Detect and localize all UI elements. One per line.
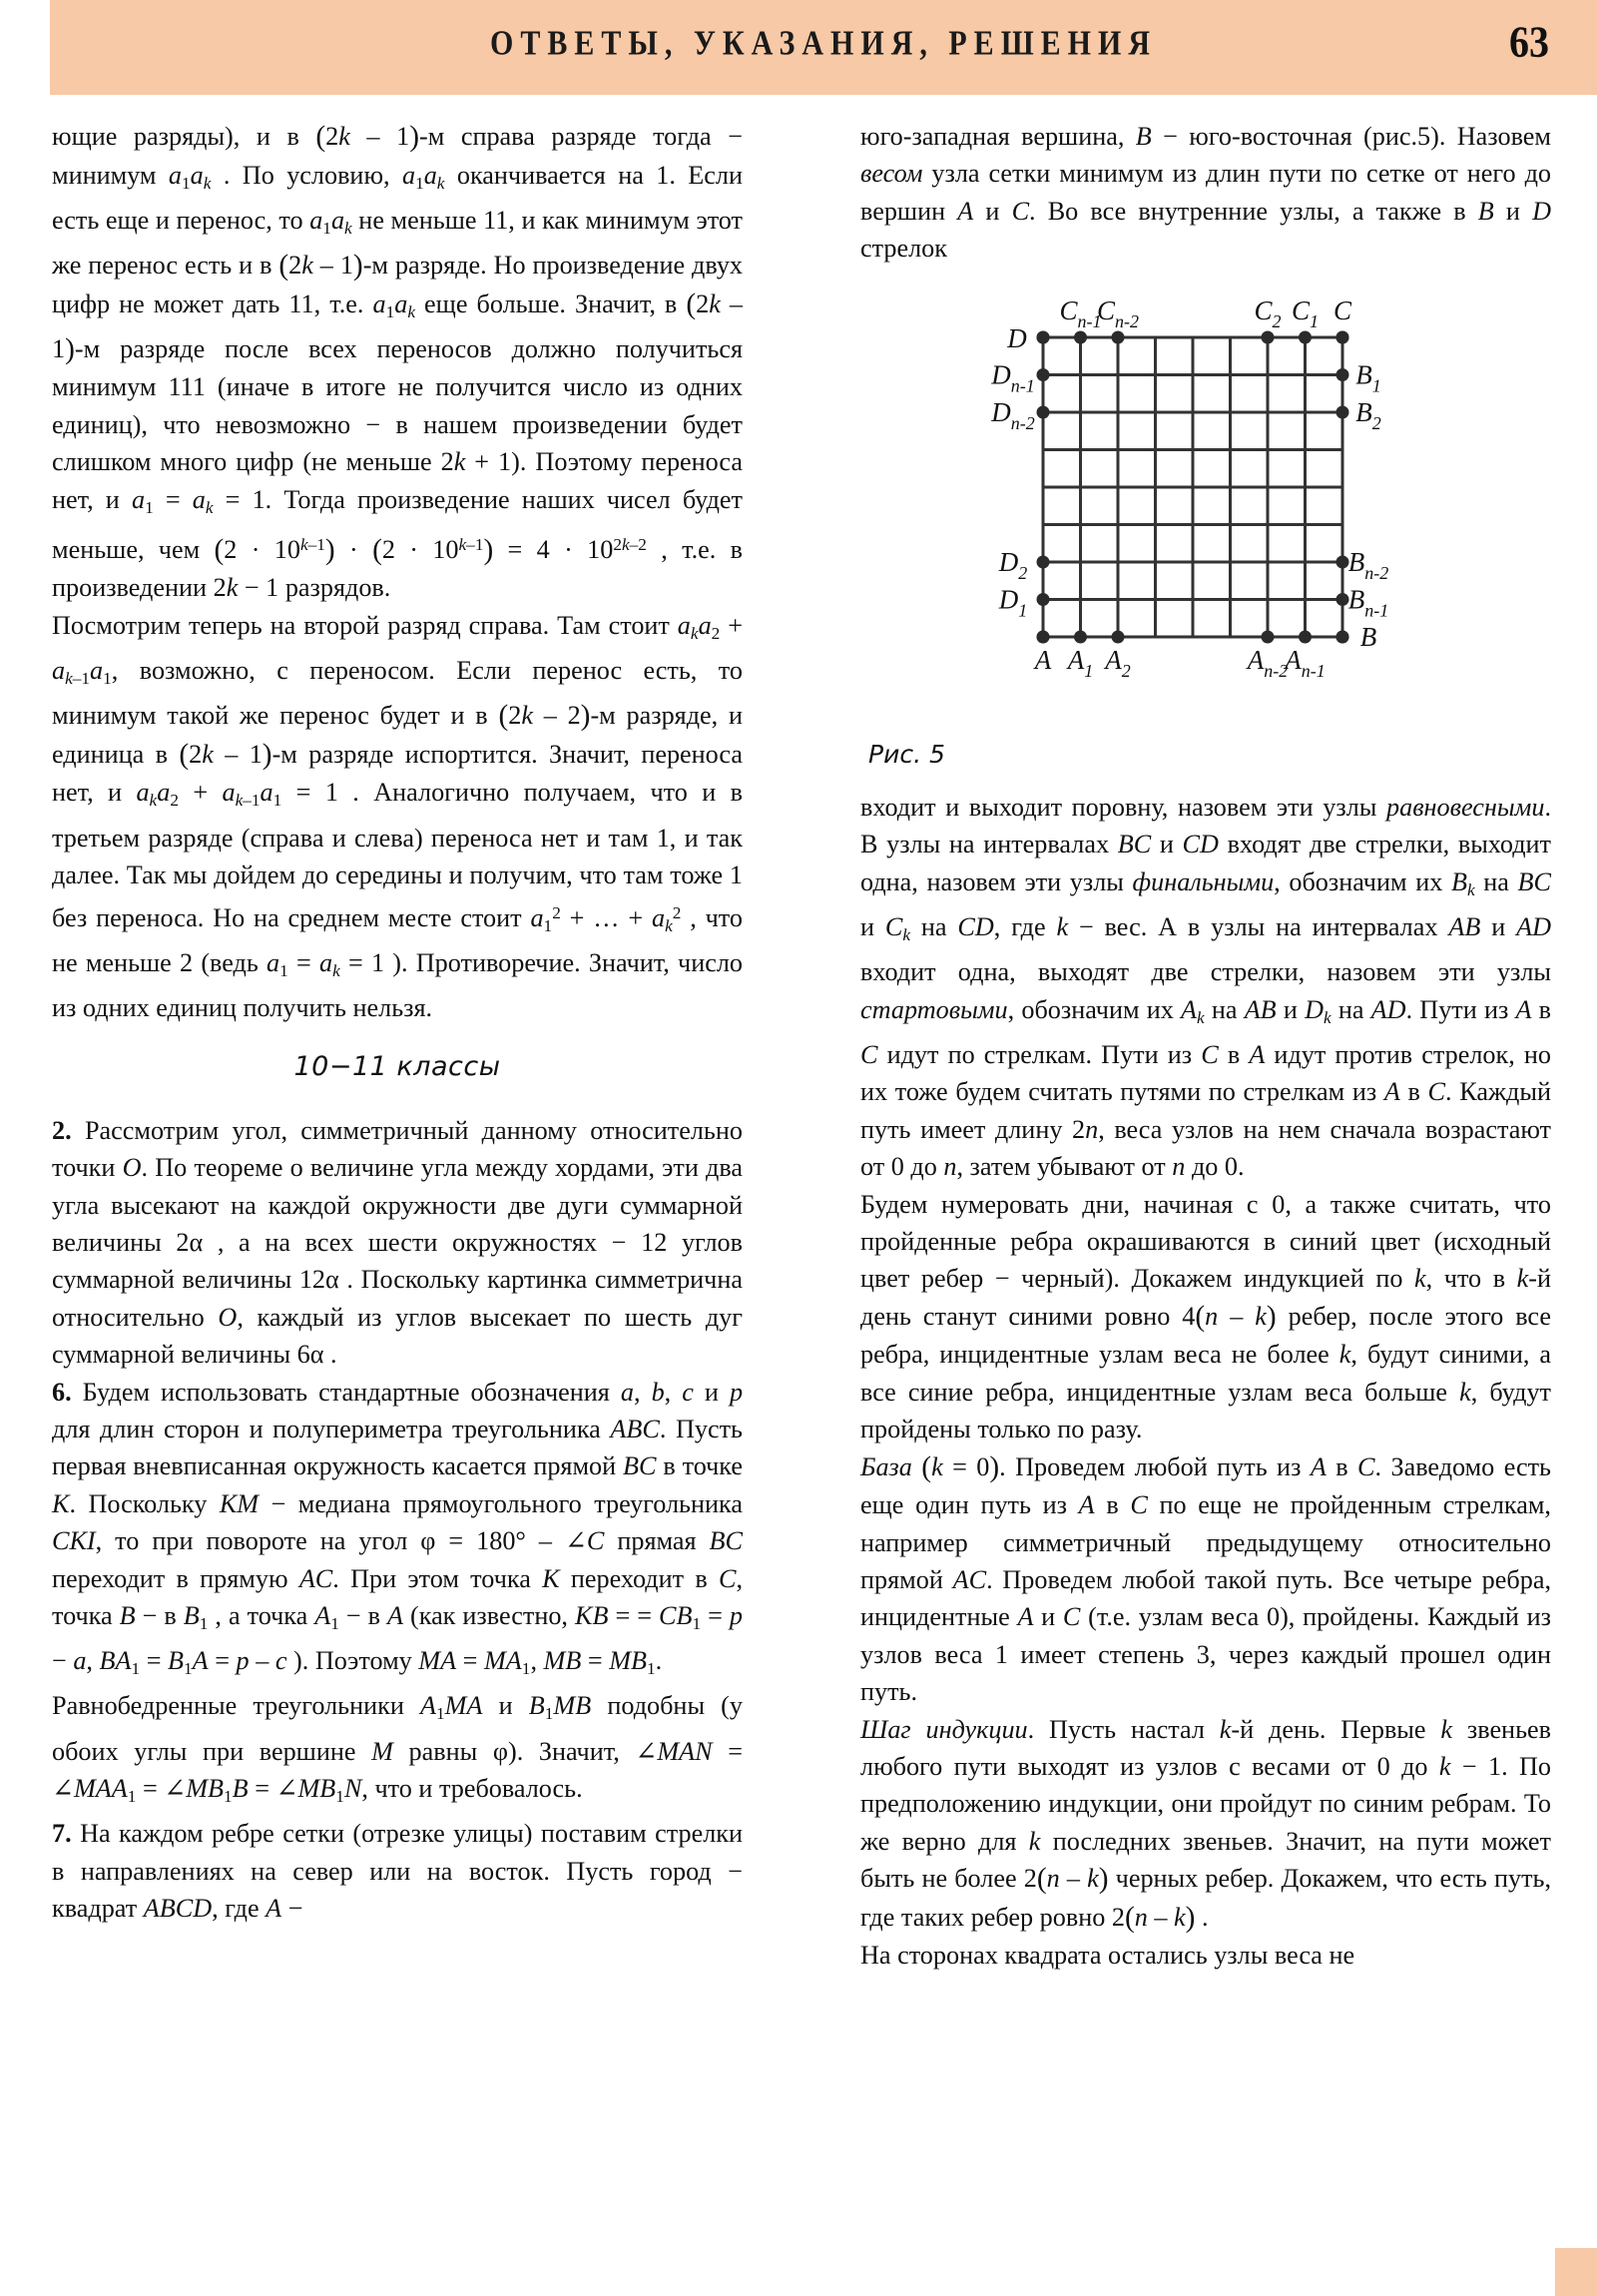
grid-label: $C_{n-2}$ — [1096, 294, 1140, 331]
grid-label: A — [1034, 644, 1052, 675]
grid-node — [1074, 330, 1087, 343]
grid-label: $B_{n-2}$ — [1347, 546, 1389, 583]
grid-lines — [1043, 337, 1342, 637]
right-paragraph-1: входит и выходит поровну, назовем эти узлы равновесными. В узлы на интервалах BC и CD входят две стрелки, выходит одна, назовем эти узлы финальными, обозначим их $B_k$ на BC и $C_k$ на CD, где k − вес. А в узлы на интервалах AB и AD входит одна, выходят две стрелки, назовем эти узлы стартовыми, обозначим их $A_k$ на AB и $D_k$ на AD. Пути из A в C идут по стрелкам. Пути из C в A идут против стрелок, но их тоже будем считать путями по стрелкам из A в C. Каждый путь имеет длину 2n, веса узлов на нем сначала возрастают от 0 до n, затем убывают от n до 0. — [860, 793, 1552, 1182]
grid-label: $B_1$ — [1355, 359, 1381, 396]
solution-item-6-cont: Равнобедренные треугольники $A_1MA$ и $B_1MB$ подобны (у обоих углы при вершине M равны φ). Значит, ∠MAN = $\angle MAA_1$ = $\angle MB_1B$ = $\angle MB_1N$, что и требовалось. — [52, 1691, 743, 1806]
figure-caption: Рис. 5 — [868, 739, 945, 769]
left-column — [52, 118, 743, 1928]
grid-node — [1336, 555, 1349, 568]
grid-node — [1074, 630, 1087, 643]
grid-diagram — [860, 278, 1551, 732]
paragraph-second-digit: Посмотрим теперь на второй разряд справа. Там стоит $a_ka_2 + a_{k-1}a_1$, возможно, с переносом. Если перенос есть, то минимум такой же перенос будет и в (2k – 2)-м разряде, и единица в (2k – 1)-м разряде испортится. Значит, переноса нет, и $a_ka_2 + a_{k-1}a_1 = 1$ . Аналогично получаем, что и в третьем разряде (справа и слева) переноса нет и там 1, и так далее. Так мы дойдем до середины и получим, что там тоже 1 без переноса. Но на среднем месте стоит $a_1^2$ + … + $a_k^2$ , что не меньше 2 (ведь $a_1 = a_k = 1$ ). Противоречие. Значит, число из одних единиц получить нельзя. — [52, 610, 743, 1022]
grid-label: $D_{n-2}$ — [991, 396, 1035, 433]
grid-label: $D_2$ — [998, 546, 1028, 583]
grid-label: $D_1$ — [998, 584, 1028, 621]
grid-node — [1037, 555, 1050, 568]
right-paragraph-3: База (k = 0). Проведем любой путь из A в C. Заведомо есть еще один путь из A в C по еще не пройденным стрелкам, например симметричный предыдущему относительно прямой AC. Проведем любой такой путь. Все четыре ребра, инцидентные A и C (т.е. узлам веса 0), пройдены. Каждый из узлов веса 1 имеет степень 3, через каждый прошел один путь. — [860, 1450, 1551, 1707]
page-number: 63 — [1509, 16, 1549, 67]
grid-node — [1037, 593, 1050, 606]
grid-label: $A_1$ — [1067, 644, 1094, 681]
grid-node — [1037, 330, 1050, 343]
solution-item-7: 7. На каждом ребре сетки (отрезке улицы) поставим стрелки в направлениях на север или на восток. Пусть город − квадрат ABCD, где A − — [52, 1819, 743, 1924]
right-intro-paragraph: юго-западная вершина, B − юго-восточная (рис.5). Назовем весом узла сетки минимум из длин пути по сетке от него до вершин A и C. Во все внутренние узлы, а также в B и D стрелок — [860, 122, 1551, 264]
grid-node — [1112, 630, 1125, 643]
grid-node — [1037, 405, 1050, 418]
grid-node — [1112, 330, 1125, 343]
page-header-band — [50, 0, 1597, 95]
right-paragraph-5: На сторонах квадрата остались узлы веса не — [860, 1941, 1355, 1971]
corner-decoration — [1555, 2248, 1597, 2296]
grid-node — [1336, 368, 1349, 381]
grid-label: $D_{n-1}$ — [991, 359, 1035, 396]
paragraph-continuation: ющие разряды), и в (2k – 1)-м справа разряде тогда − минимум $a_1a_k$ . По условию, $a_1a_k$ оканчивается на 1. Если есть еще и перенос, то $a_1a_k$ не меньше 11, и как минимум этот же перенос есть и в (2k – 1)-м разряде. Но произведение двух цифр не может дать 11, т.е. $a_1a_k$ еще больше. Значит, в (2k – 1)-м разряде после всех переносов должно получиться минимум 111 (иначе в итоге не получится число из одних единиц), что невозможно − в нашем произведении будет слишком много цифр (не меньше 2k + 1). Поэтому переноса нет, и $a_1 = a_k = 1$. Тогда произведение наших чисел будет меньше, чем $(2 \cdot 10^{k-1}) \cdot (2 \cdot 10^{k-1}) = 4 \cdot 10^{2k-2}$ , т.е. в произведении 2k − 1 разрядов. — [52, 121, 744, 603]
grid-label: $A_{n-1}$ — [1285, 644, 1326, 681]
grid-label: B — [1359, 621, 1377, 652]
grid-label: $C_2$ — [1254, 294, 1282, 331]
grid-label: C — [1332, 294, 1352, 325]
figure-5 — [860, 278, 1551, 732]
right-paragraph-4: Шаг индукции. Пусть настал k-й день. Первые k звеньев любого пути выходят из узлов с весами от 0 до k − 1. По предположению индукции, они пройдут по синим ребрам. То же верно для k последних звеньев. Значит, на пути может быть не более 2(n – k) черных ребер. Докажем, что есть путь, где таких ребер ровно 2(n – k) . — [860, 1714, 1552, 1934]
grid-label: $B_2$ — [1355, 396, 1381, 433]
grid-node — [1336, 330, 1349, 343]
grid-node — [1262, 330, 1275, 343]
grid-label: D — [1007, 322, 1027, 353]
grid-node — [1037, 630, 1050, 643]
grid-node — [1299, 630, 1312, 643]
grid-label: $A_{n-2}$ — [1247, 644, 1289, 681]
grid-label: $C_{n-1}$ — [1059, 294, 1102, 331]
grid-node — [1037, 368, 1050, 381]
page-title: ОТВЕТЫ, УКАЗАНИЯ, РЕШЕНИЯ — [490, 24, 1157, 63]
grid-node — [1336, 593, 1349, 606]
right-column — [860, 118, 1551, 1975]
section-heading-grades: 10−11 классы — [293, 1051, 501, 1083]
right-paragraph-2: Будем нумеровать дни, начиная с 0, а также считать, что пройденные ребра окрашиваются в синий цвет (исходный цвет ребер − черный). Докажем индукцией по k, что в k-й день станут синими ровно 4(n – k) ребер, после этого все ребра, инцидентные узлам веса не более k, будут синими, а все синие ребра, инцидентные узлам веса больше k, будут пройдены только по разу. — [860, 1189, 1552, 1444]
solution-item-2: 2. Рассмотрим угол, симметричный данному относительно точки O. По теореме о величине угла между хордами, эти два угла высекают на каждой окружности две дуги суммарной величины 2α , а на всех шести окружностях − 12 углов суммарной величины 12α . Поскольку картинка симметрична относительно O, каждый из углов высекает по шесть дуг суммарной величины 6α . — [52, 1115, 743, 1370]
solution-item-6: 6. Будем использовать стандартные обозначения a, b, c и p для длин сторон и полупериметра треугольника ABC. Пусть первая вневписанная окружность касается прямой BC в точке K. Поскольку KM − медиана прямоугольного треугольника CKI, то при повороте на угол φ = 180° – ∠C прямая BC переходит в прямую AC. При этом точка K переходит в C, точка B − в $B_1$ , а точка $A_1 - в$ A (как известно, KB = = $CB_1 = p - a$, $BA_1 = B_1A = p - c$ ). Поэтому MA = $MA_1$, MB = $MB_1$. — [52, 1377, 744, 1679]
grid-label: $C_1$ — [1291, 294, 1320, 331]
grid-label: $B_{n-1}$ — [1347, 584, 1389, 621]
grid-label: $A_2$ — [1105, 644, 1131, 681]
grid-node — [1336, 630, 1349, 643]
grid-node — [1336, 405, 1349, 418]
grid-node — [1299, 330, 1312, 343]
grid-node — [1262, 630, 1275, 643]
